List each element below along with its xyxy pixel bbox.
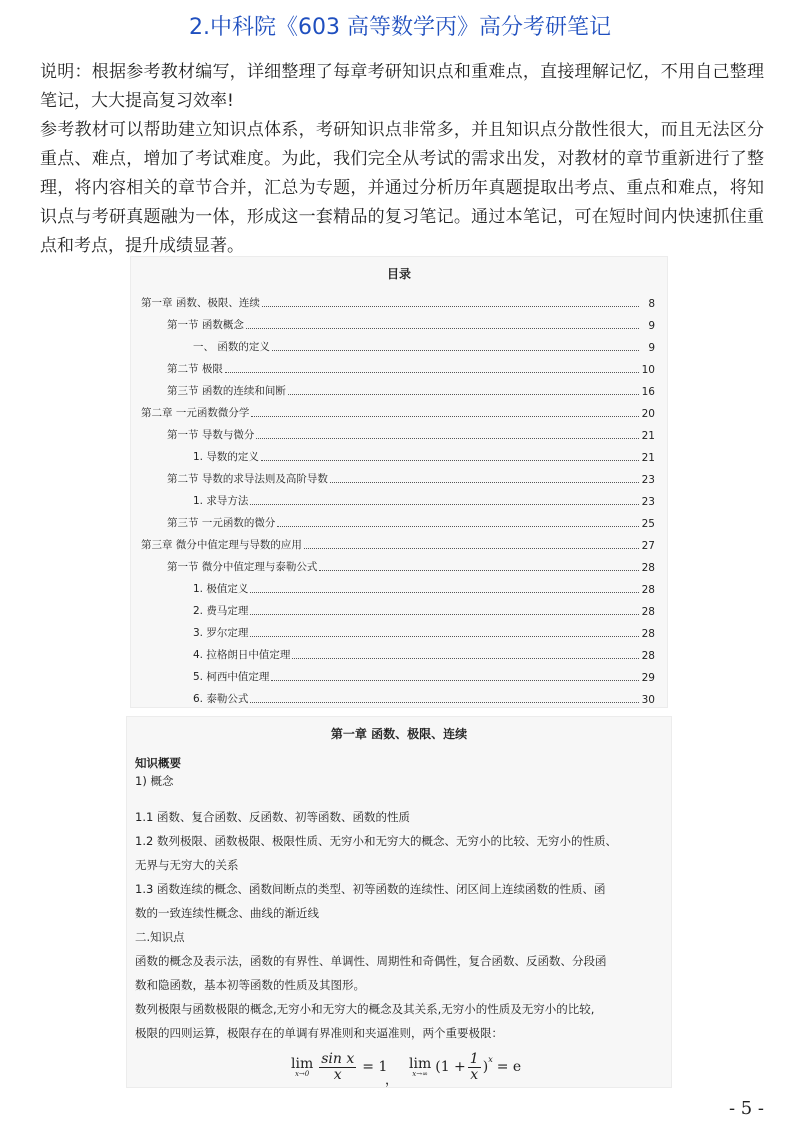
toc-entry-page: 16 <box>641 386 655 398</box>
toc-entry-label: 一、 函数的定义 <box>193 341 270 353</box>
toc-entry-label: 第一节 导数与微分 <box>167 429 255 441</box>
page-title: 2.中科院《603 高等数学丙》高分考研笔记 <box>189 15 611 40</box>
page-number: - 5 - <box>728 1098 764 1119</box>
fraction-numerator: sin x <box>321 1050 355 1067</box>
toc-entry[interactable] <box>131 640 667 662</box>
toc-leader <box>250 504 639 505</box>
toc-entry[interactable] <box>131 376 667 398</box>
toc-entry[interactable] <box>131 486 667 508</box>
toc-entry-page: 30 <box>641 694 655 706</box>
chapter-excerpt <box>126 716 672 1088</box>
fraction <box>468 1052 481 1083</box>
toc-entry-label: 第二节 导数的求导法则及高阶导数 <box>167 473 328 485</box>
concept-line: 1.2 数列极限、函数极限、极限性质、无穷小和无穷大的概念、无穷小的比较、无穷小的性质、 <box>135 834 617 848</box>
toc-entry-page: 23 <box>641 474 655 486</box>
toc-leader <box>330 482 639 483</box>
lim-operator <box>291 1056 313 1078</box>
concept-line: 1.1 函数、复合函数、反函数、初等函数、函数的性质 <box>135 810 410 824</box>
toc-entry-label: 第三节 一元函数的微分 <box>167 517 276 529</box>
lim-word: lim <box>409 1056 432 1072</box>
toc-entry-page: 21 <box>641 452 655 464</box>
toc-leader <box>277 526 639 527</box>
toc-entry-page: 29 <box>641 672 655 684</box>
toc-entry-label: 第三节 函数的连续和间断 <box>167 385 286 397</box>
toc-entry-label: 5. 柯西中值定理 <box>193 671 270 683</box>
toc-heading: 目录 <box>386 267 411 281</box>
fraction-denominator: x <box>333 1066 342 1083</box>
fraction-denominator: x <box>470 1066 479 1083</box>
toc-leader <box>246 328 639 329</box>
toc-entry-page: 28 <box>641 606 655 618</box>
toc-entry[interactable] <box>131 420 667 442</box>
lim-subscript: x→0 <box>294 1070 310 1078</box>
table-of-contents <box>130 256 668 708</box>
toc-entry-page: 25 <box>641 518 655 530</box>
toc-entry[interactable] <box>131 288 667 310</box>
toc-leader <box>256 438 639 439</box>
toc-leader <box>250 614 639 615</box>
toc-entry-label: 1. 极值定义 <box>193 583 249 595</box>
toc-entry-page: 8 <box>648 298 655 310</box>
toc-leader <box>262 306 639 307</box>
toc-leader <box>251 416 639 417</box>
toc-entry-page: 28 <box>641 628 655 640</box>
toc-entry-page: 27 <box>641 540 655 552</box>
toc-leader <box>319 570 639 571</box>
toc-entry-page: 21 <box>641 430 655 442</box>
toc-entry[interactable] <box>131 508 667 530</box>
toc-entry-label: 第三章 微分中值定理与导数的应用 <box>141 539 302 551</box>
toc-leader <box>292 658 639 659</box>
formula-open: (1 + <box>435 1059 466 1075</box>
toc-entry-page: 10 <box>641 364 655 376</box>
toc-entry-page: 23 <box>641 496 655 508</box>
toc-entry-label: 6. 泰勒公式 <box>193 693 249 705</box>
toc-entry-label: 第二节 极限 <box>167 363 223 375</box>
lim-operator <box>409 1056 431 1078</box>
intro-text <box>40 58 764 261</box>
toc-entry[interactable] <box>131 464 667 486</box>
formula-sinx-limit <box>291 1049 387 1085</box>
concept-heading: 1) 概念 <box>135 774 174 788</box>
toc-leader <box>261 460 639 461</box>
knowledge-heading: 二.知识点 <box>135 930 185 944</box>
toc-entry-page: 9 <box>648 320 655 332</box>
concept-line: 数的一致连续性概念、曲线的渐近线 <box>135 906 319 920</box>
toc-entry[interactable] <box>131 662 667 684</box>
toc-leader <box>272 350 639 351</box>
toc-leader <box>288 394 639 395</box>
toc-entry-label: 第一章 函数、极限、连续 <box>141 297 260 309</box>
toc-entry-page: 28 <box>641 650 655 662</box>
concept-line: 1.3 函数连续的概念、函数间断点的类型、初等函数的连续性、闭区间上连续函数的性质、函 <box>135 882 606 896</box>
chapter-title: 第一章 函数、极限、连续 <box>330 727 468 741</box>
toc-entry-label: 1. 求导方法 <box>193 495 249 507</box>
lim-word: lim <box>291 1056 314 1072</box>
intro-paragraph-1: 说明：根据参考教材编写，详细整理了每章考研知识点和重难点，直接理解记忆，不用自己整理笔记，大大提高复习效率! <box>40 62 764 111</box>
formula-separator: ， <box>385 1073 399 1088</box>
knowledge-line: 数和隐函数，基本初等函数的性质及其图形。 <box>135 978 365 992</box>
toc-entry[interactable] <box>131 354 667 376</box>
toc-entry-label: 第二章 一元函数微分学 <box>141 407 250 419</box>
knowledge-line: 数列极限与函数极限的概念,无穷小和无穷大的概念及其关系,无穷小的性质及无穷小的比较, <box>135 1002 595 1016</box>
toc-leader <box>250 592 639 593</box>
toc-entry[interactable] <box>131 618 667 640</box>
knowledge-line: 函数的概念及表示法，函数的有界性、单调性、周期性和奇偶性，复合函数、反函数、分段函 <box>135 954 607 968</box>
toc-leader <box>225 372 639 373</box>
formula-e-limit <box>409 1049 521 1085</box>
toc-entry-label: 2. 费马定理 <box>193 605 249 617</box>
toc-entry[interactable] <box>131 574 667 596</box>
toc-entry[interactable] <box>131 398 667 420</box>
toc-leader <box>250 702 639 703</box>
fraction <box>319 1052 356 1083</box>
toc-leader <box>304 548 639 549</box>
toc-entry-label: 3. 罗尔定理 <box>193 627 249 639</box>
toc-entry-page: 20 <box>641 408 655 420</box>
concept-line: 无界与无穷大的关系 <box>135 858 239 872</box>
toc-entry[interactable] <box>131 530 667 552</box>
formula-rhs: = 1 <box>362 1059 388 1075</box>
overview-heading: 知识概要 <box>135 756 181 770</box>
formula-close: ) <box>482 1059 489 1075</box>
toc-entry[interactable] <box>131 442 667 464</box>
formula-rhs: = e <box>496 1059 522 1075</box>
lim-subscript: x→∞ <box>412 1070 428 1078</box>
toc-leader <box>271 680 639 681</box>
toc-entry-label: 4. 拉格朗日中值定理 <box>193 649 291 661</box>
toc-entry-label: 第一节 微分中值定理与泰勒公式 <box>167 561 318 573</box>
toc-entry[interactable] <box>131 310 667 332</box>
toc-entry-page: 28 <box>641 562 655 574</box>
toc-list <box>131 288 667 706</box>
toc-entry[interactable] <box>131 552 667 574</box>
fraction-numerator: 1 <box>469 1050 479 1067</box>
formula-exponent: x <box>488 1054 493 1064</box>
toc-entry-page: 28 <box>641 584 655 596</box>
toc-entry[interactable] <box>131 684 667 706</box>
intro-paragraph-2: 参考教材可以帮助建立知识点体系，考研知识点非常多，并且知识点分散性很大，而且无法区分重点、难点，增加了考试难度。为此，我们完全从考试的需求出发，对教材的章节重新进行了整理，将内容相关的章节合并，汇总为专题，并通过分析历年真题提取出考点、重点和难点，将知识点与考研真题融为一体，形成这一套精品的复习笔记。通过本笔记，可在短时间内快速抓住重点和考点，提升成绩显著。 <box>40 120 764 256</box>
toc-leader <box>250 636 639 637</box>
toc-entry-page: 9 <box>648 342 655 354</box>
toc-entry-label: 第一节 函数概念 <box>167 319 244 331</box>
knowledge-line: 极限的四则运算，极限存在的单调有界准则和夹逼准则，两个重要极限： <box>135 1026 503 1040</box>
toc-entry[interactable] <box>131 332 667 354</box>
toc-entry-label: 1. 导数的定义 <box>193 451 259 463</box>
toc-entry[interactable] <box>131 596 667 618</box>
